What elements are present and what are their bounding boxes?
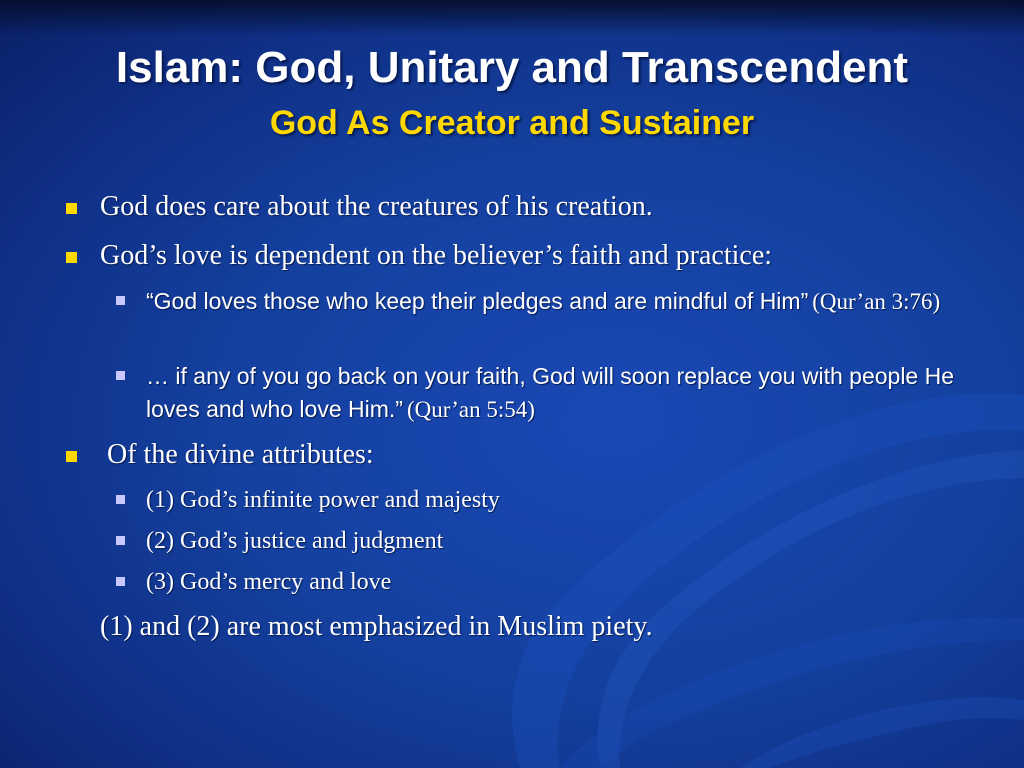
square-bullet-icon bbox=[66, 451, 77, 462]
square-bullet-icon bbox=[66, 203, 77, 214]
square-bullet-icon bbox=[116, 296, 125, 305]
sub-bullet-text: (2) God’s justice and judgment bbox=[146, 528, 444, 554]
citation: (Qur’an 5:54) bbox=[406, 397, 535, 422]
bullet-text: God’s love is dependent on the believer’s faith and practice: bbox=[100, 240, 773, 271]
quote-text: “God loves those who keep their pledges and are mindful of Him” bbox=[146, 288, 809, 314]
sub-bullet-text bbox=[146, 285, 966, 318]
square-bullet-icon bbox=[116, 371, 125, 380]
citation: (Qur’an 3:76) bbox=[812, 289, 941, 314]
square-bullet-icon bbox=[116, 495, 125, 504]
bullet-text: God does care about the creatures of his creation. bbox=[100, 191, 653, 222]
square-bullet-icon bbox=[66, 252, 77, 263]
sub-bullet-text bbox=[146, 360, 966, 426]
bullet-text: Of the divine attributes: bbox=[100, 439, 374, 470]
closing-statement: (1) and (2) are most emphasized in Muslim piety. bbox=[100, 611, 653, 642]
sub-bullet-text: (3) God’s mercy and love bbox=[146, 569, 392, 595]
slide-subtitle: God As Creator and Sustainer bbox=[269, 104, 755, 142]
sub-bullet-text: (1) God’s infinite power and majesty bbox=[146, 487, 500, 513]
square-bullet-icon bbox=[116, 577, 125, 586]
slide-title: Islam: God, Unitary and Transcendent bbox=[115, 43, 909, 92]
quote-text: … if any of you go back on your faith, God will soon replace you with people He loves and who love Him.” bbox=[146, 363, 955, 422]
square-bullet-icon bbox=[116, 536, 125, 545]
